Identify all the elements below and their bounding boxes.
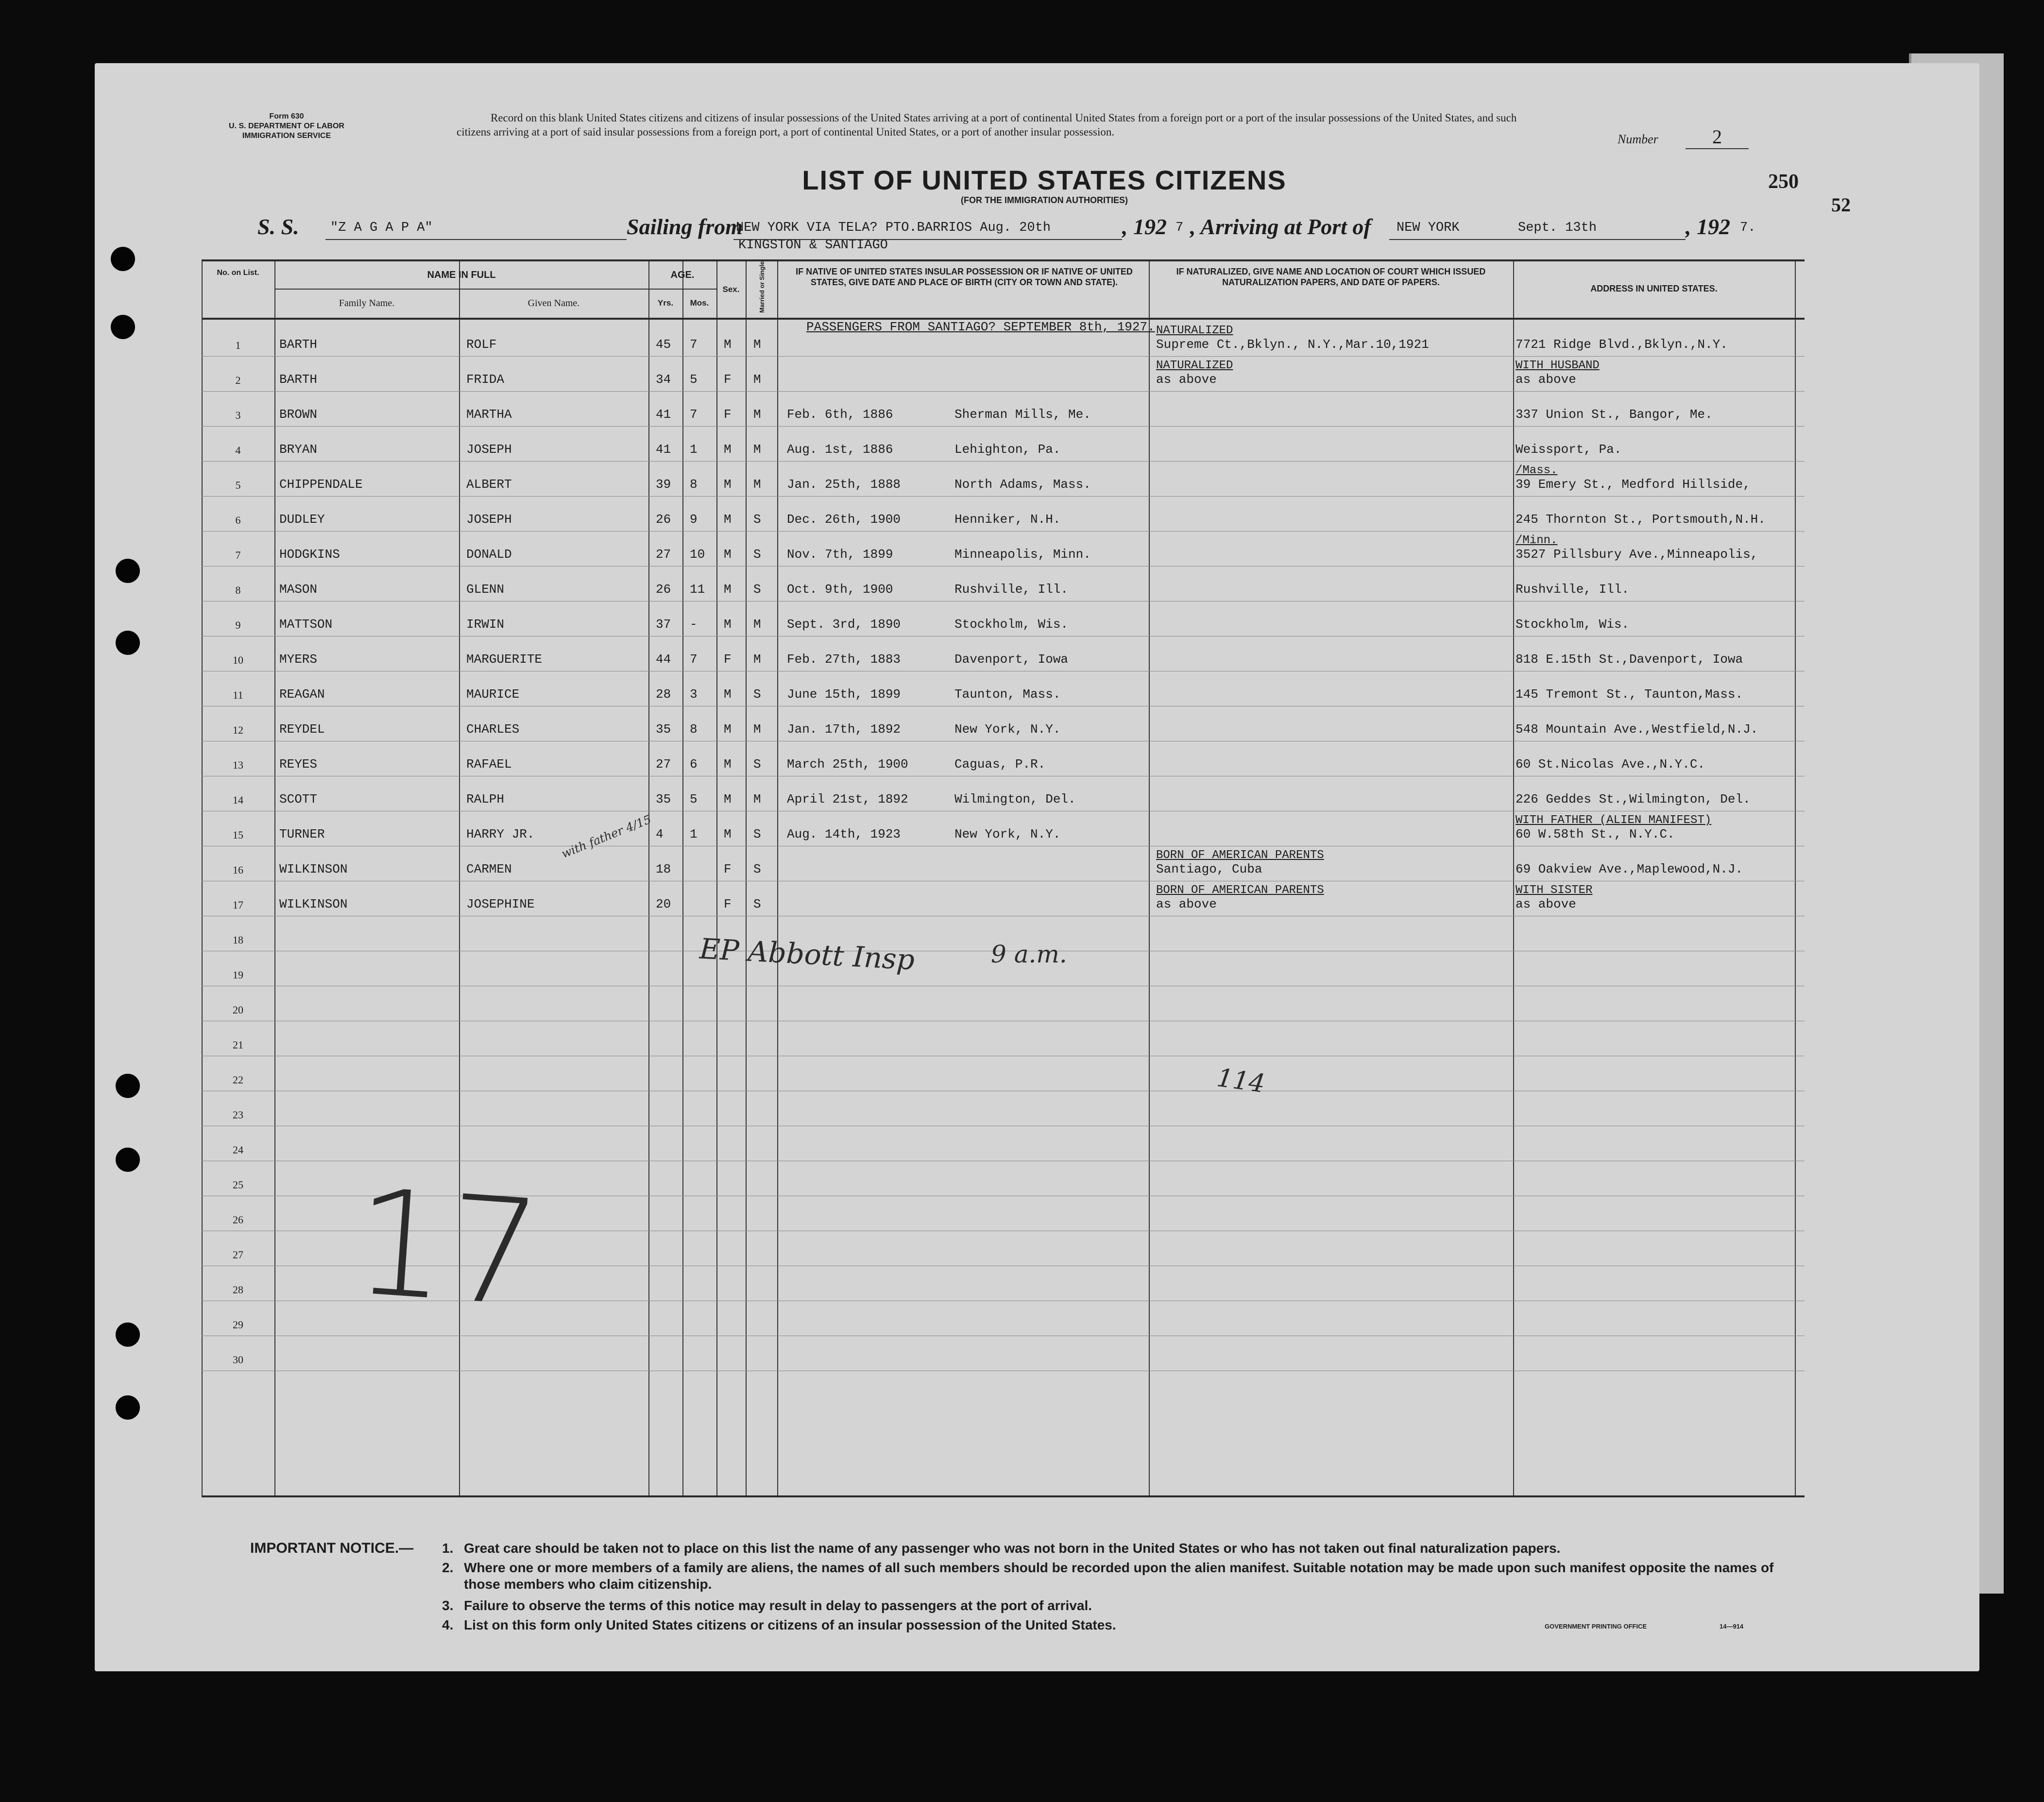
row-number-cell: 24 <box>233 1144 243 1156</box>
year-prefix-2: , 192 <box>1686 214 1730 239</box>
row-number-cell: 30 <box>233 1354 243 1366</box>
table-row <box>202 497 1805 532</box>
punch-hole <box>111 315 135 339</box>
family-name-cell: SCOTT <box>279 792 318 807</box>
marital-status-cell: M <box>753 407 761 422</box>
birth-place-cell: North Adams, Mass. <box>954 477 1091 492</box>
row-number-cell: 14 <box>233 794 243 806</box>
birth-place-cell: Taunton, Mass. <box>954 687 1061 702</box>
age-years-cell: 26 <box>656 582 671 597</box>
given-name-cell: HARRY JR. <box>466 827 535 841</box>
address-cell: 7721 Ridge Blvd.,Bklyn.,N.Y. <box>1516 337 1728 352</box>
page-title: LIST OF UNITED STATES CITIZENS <box>802 165 1287 195</box>
birth-place-cell: Davenport, Iowa <box>954 652 1069 667</box>
sex-cell: F <box>724 652 732 667</box>
table-row <box>202 986 1805 1021</box>
row-number-cell: 9 <box>235 619 241 631</box>
sailing-from: NEW YORK VIA TELA? PTO.BARRIOS Aug. 20th <box>736 221 1051 235</box>
row-number-cell: 4 <box>235 444 241 456</box>
ship-name: "Z A G A P A" <box>330 221 433 235</box>
given-name-cell: RAFAEL <box>466 757 512 772</box>
form-instructions: Record on this blank United States citizens and citizens of insular possessions of the United States arriving at a port of continental United States from a foreign port or a port of the insular possessions of the United States, and such citizens arriving at a port of said insular possessions from a foreign port, a port of continental United States, or a port of another insular possession. <box>457 112 1517 138</box>
address-cell: as above <box>1516 897 1576 911</box>
naturalization-label: NATURALIZED <box>1156 324 1233 337</box>
punch-hole <box>116 1395 140 1420</box>
year-prefix-1: , 192 <box>1122 214 1167 239</box>
age-years-cell: 37 <box>656 617 671 632</box>
sex-cell: M <box>724 512 732 527</box>
given-name-cell: MARGUERITE <box>466 652 543 667</box>
age-months-cell: 8 <box>690 477 698 492</box>
year-suffix-2: 7. <box>1740 221 1756 235</box>
sex-cell: M <box>724 337 732 352</box>
row-number-cell: 1 <box>235 339 241 351</box>
printer-code: 14—914 <box>1720 1623 1744 1630</box>
age-months-cell: 9 <box>690 512 698 527</box>
address-cell: 226 Geddes St.,Wilmington, Del. <box>1516 792 1751 807</box>
handwritten-inspector: EP Abbott Insp <box>698 932 916 977</box>
birth-date-cell: Sept. 3rd, 1890 <box>787 617 901 632</box>
address-note: /Mass. <box>1516 464 1558 477</box>
age-months-cell: 5 <box>690 792 698 807</box>
marital-status-cell: S <box>753 827 761 841</box>
family-name-cell: BRYAN <box>279 442 318 457</box>
address-cell: 245 Thornton St., Portsmouth,N.H. <box>1516 512 1766 527</box>
sailing-via: KINGSTON & SANTIAGO <box>738 238 888 253</box>
birth-place-cell: New York, N.Y. <box>954 827 1061 841</box>
notice-item-2: 2. Where one or more members of a family are aliens, the names of all such members should be recorded upon the alien manifest. Suitable notation may be made upon such manifest opposite the names of those members who claim citizenship. <box>442 1560 1774 1592</box>
sex-cell: M <box>724 687 732 702</box>
row-number-cell: 17 <box>233 899 243 911</box>
sex-cell: F <box>724 862 732 876</box>
row-number-cell: 27 <box>233 1249 243 1261</box>
family-name-cell: MYERS <box>279 652 318 667</box>
marital-status-cell: S <box>753 862 761 876</box>
address-cell: 548 Mountain Ave.,Westfield,N.J. <box>1516 722 1758 737</box>
marital-status-cell: S <box>753 897 761 911</box>
birth-date-cell: Aug. 14th, 1923 <box>787 827 901 841</box>
birth-date-cell: June 15th, 1899 <box>787 687 901 702</box>
col-name-header: NAME IN FULL <box>427 270 496 280</box>
col-address-header: ADDRESS IN UNITED STATES. <box>1590 284 1718 293</box>
page-subtitle: (FOR THE IMMIGRATION AUTHORITIES) <box>961 195 1128 205</box>
year-suffix-1: 7 <box>1175 221 1184 235</box>
age-years-cell: 35 <box>656 792 671 807</box>
row-number-cell: 5 <box>235 479 241 491</box>
number-value: 2 <box>1686 125 1749 149</box>
ss-label: S. S. <box>257 214 299 239</box>
address-note: /Minn. <box>1516 534 1558 547</box>
number-label: Number <box>1618 132 1658 146</box>
handwritten-large-number: 17 <box>349 1157 546 1339</box>
birth-date-cell: Feb. 6th, 1886 <box>787 407 893 422</box>
given-name-cell: MARTHA <box>466 407 512 422</box>
page-number: 250 <box>1768 171 1799 193</box>
birth-date-cell: March 25th, 1900 <box>787 757 908 772</box>
edge-page-number: 52 <box>1831 194 1851 216</box>
marital-status-cell: M <box>753 652 761 667</box>
notice-item-3: 3. Failure to observe the terms of this notice may result in delay to passengers at the port of arrival. <box>442 1598 1092 1613</box>
sex-cell: M <box>724 792 732 807</box>
given-name-cell: GLENN <box>466 582 505 597</box>
age-months-cell: 3 <box>690 687 698 702</box>
family-name-cell: REYES <box>279 757 318 772</box>
given-name-cell: JOSEPH <box>466 512 512 527</box>
arriving-label: , Arriving at Port of <box>1190 214 1371 239</box>
row-number-cell: 28 <box>233 1284 243 1296</box>
given-name-cell: RALPH <box>466 792 505 807</box>
marital-status-cell: M <box>753 722 761 737</box>
col-given-header: Given Name. <box>528 298 580 309</box>
birth-place-cell: Minneapolis, Minn. <box>954 547 1091 562</box>
naturalization-label: BORN OF AMERICAN PARENTS <box>1156 884 1324 897</box>
col-no-header: No. on List. <box>217 269 259 277</box>
table-row <box>202 392 1805 427</box>
given-name-cell: MAURICE <box>466 687 520 702</box>
family-name-cell: WILKINSON <box>279 897 348 911</box>
table-row <box>202 671 1805 706</box>
row-number-cell: 18 <box>233 934 243 946</box>
naturalization-cell: as above <box>1156 897 1217 911</box>
given-name-cell: ALBERT <box>466 477 512 492</box>
age-years-cell: 4 <box>656 827 664 841</box>
row-number-cell: 13 <box>233 759 243 771</box>
col-age-header: AGE. <box>670 270 695 280</box>
family-name-cell: TURNER <box>279 827 325 841</box>
age-months-cell: 7 <box>690 652 698 667</box>
table-row <box>202 636 1805 671</box>
sex-cell: M <box>724 617 732 632</box>
col-family-header: Family Name. <box>339 298 395 309</box>
notice-item-4: 4. List on this form only United States citizens or citizens of an insular possession of the United States. <box>442 1617 1116 1632</box>
birth-place-cell: Rushville, Ill. <box>954 582 1069 597</box>
given-name-cell: ROLF <box>466 337 497 352</box>
age-years-cell: 27 <box>656 547 671 562</box>
address-cell: Rushville, Ill. <box>1516 582 1630 597</box>
age-years-cell: 27 <box>656 757 671 772</box>
table-row <box>202 566 1805 601</box>
family-name-cell: WILKINSON <box>279 862 348 876</box>
row-number-cell: 2 <box>235 374 241 386</box>
table-row <box>202 322 1805 357</box>
table-row <box>202 1021 1805 1056</box>
col-naturalized-header: IF NATURALIZED, GIVE NAME AND LOCATION OF COURT WHICH ISSUED NATURALIZATION PAPERS, AND DATE OF PAPERS. <box>1176 267 1486 287</box>
table-row <box>202 601 1805 636</box>
sex-cell: M <box>724 827 732 841</box>
punch-hole <box>116 1148 140 1172</box>
family-name-cell: REYDEL <box>279 722 325 737</box>
age-years-cell: 20 <box>656 897 671 911</box>
age-months-cell: 11 <box>690 582 705 597</box>
address-cell: 3527 Pillsbury Ave.,Minneapolis, <box>1516 547 1758 562</box>
birth-date-cell: Jan. 25th, 1888 <box>787 477 901 492</box>
arrival-date: Sept. 13th <box>1518 221 1597 235</box>
table-row <box>202 532 1805 566</box>
row-number-cell: 8 <box>235 584 241 596</box>
address-cell: Weissport, Pa. <box>1516 442 1622 457</box>
row-number-cell: 23 <box>233 1109 243 1121</box>
sex-cell: F <box>724 372 732 387</box>
table-row <box>202 1336 1805 1371</box>
row-number-cell: 7 <box>235 549 241 561</box>
birth-date-cell: Dec. 26th, 1900 <box>787 512 901 527</box>
col-yrs-header: Yrs. <box>657 298 674 308</box>
sex-cell: M <box>724 582 732 597</box>
marital-status-cell: M <box>753 372 761 387</box>
voyage-line <box>0 214 2044 253</box>
punch-hole <box>116 1322 140 1347</box>
table-row <box>202 811 1805 846</box>
handwritten-turner-note: with father 4/15 <box>559 812 653 861</box>
service-name: IMMIGRATION SERVICE <box>242 132 331 140</box>
row-number-cell: 19 <box>233 969 243 981</box>
row-number-cell: 20 <box>233 1004 243 1016</box>
table-row <box>202 1126 1805 1161</box>
punch-hole <box>116 559 140 583</box>
family-name-cell: HODGKINS <box>279 547 340 562</box>
punch-hole <box>116 1074 140 1098</box>
row-number-cell: 16 <box>233 864 243 876</box>
row-number-cell: 22 <box>233 1074 243 1086</box>
row-number-cell: 29 <box>233 1319 243 1331</box>
sex-cell: M <box>724 442 732 457</box>
row-number-cell: 21 <box>233 1039 243 1051</box>
sailing-label: Sailing from <box>627 214 743 239</box>
given-name-cell: IRWIN <box>466 617 505 632</box>
table-row <box>202 1091 1805 1126</box>
sex-cell: M <box>724 547 732 562</box>
birth-date-cell: Aug. 1st, 1886 <box>787 442 893 457</box>
address-cell: 60 St.Nicolas Ave.,N.Y.C. <box>1516 757 1705 772</box>
row-number-cell: 6 <box>235 514 241 526</box>
age-months-cell: - <box>690 617 698 632</box>
col-mos-header: Mos. <box>690 298 709 308</box>
address-cell: 60 W.58th St., N.Y.C. <box>1516 827 1675 841</box>
family-name-cell: MASON <box>279 582 318 597</box>
marital-status-cell: S <box>753 687 761 702</box>
family-name-cell: BARTH <box>279 337 318 352</box>
handwritten-time: 9 a.m. <box>991 940 1067 968</box>
arrival-port: NEW YORK <box>1397 221 1460 235</box>
birth-place-cell: Lehighton, Pa. <box>954 442 1061 457</box>
row-number-cell: 3 <box>235 409 241 421</box>
table-row <box>202 1056 1805 1091</box>
marital-status-cell: M <box>753 477 761 492</box>
row-number-cell: 26 <box>233 1214 243 1226</box>
section-note: PASSENGERS FROM SANTIAGO? SEPTEMBER 8th, 1927. <box>806 320 1155 334</box>
sex-cell: M <box>724 477 732 492</box>
sex-cell: F <box>724 407 732 422</box>
table-row <box>202 706 1805 741</box>
age-months-cell: 1 <box>690 827 698 841</box>
address-cell: 39 Emery St., Medford Hillside, <box>1516 477 1751 492</box>
birth-date-cell: April 21st, 1892 <box>787 792 908 807</box>
age-months-cell: 8 <box>690 722 698 737</box>
address-cell: Stockholm, Wis. <box>1516 617 1630 632</box>
sex-cell: F <box>724 897 732 911</box>
birth-place-cell: Stockholm, Wis. <box>954 617 1069 632</box>
naturalization-label: NATURALIZED <box>1156 359 1233 372</box>
age-months-cell: 10 <box>690 547 705 562</box>
marital-status-cell: M <box>753 617 761 632</box>
address-note: WITH HUSBAND <box>1516 359 1600 372</box>
given-name-cell: DONALD <box>466 547 512 562</box>
naturalization-cell: Supreme Ct.,Bklyn., N.Y.,Mar.10,1921 <box>1156 337 1429 352</box>
marital-status-cell: S <box>753 582 761 597</box>
department-name: U. S. DEPARTMENT OF LABOR <box>229 122 344 130</box>
age-months-cell: 5 <box>690 372 698 387</box>
family-name-cell: REAGAN <box>279 687 325 702</box>
age-years-cell: 39 <box>656 477 671 492</box>
family-name-cell: CHIPPENDALE <box>279 477 363 492</box>
naturalization-label: BORN OF AMERICAN PARENTS <box>1156 849 1324 862</box>
table-row <box>202 462 1805 497</box>
birth-place-cell: Wilmington, Del. <box>954 792 1076 807</box>
row-number-cell: 11 <box>233 689 243 701</box>
birth-place-cell: Caguas, P.R. <box>954 757 1046 772</box>
birth-place-cell: New York, N.Y. <box>954 722 1061 737</box>
printer-label: GOVERNMENT PRINTING OFFICE <box>1545 1623 1647 1630</box>
birth-date-cell: Jan. 17th, 1892 <box>787 722 901 737</box>
birth-date-cell: Oct. 9th, 1900 <box>787 582 893 597</box>
table-row <box>202 741 1805 776</box>
form-identifier <box>214 112 359 141</box>
punch-hole <box>111 247 135 271</box>
address-note: WITH FATHER (ALIEN MANIFEST) <box>1516 814 1712 827</box>
punch-hole <box>116 631 140 655</box>
table-row <box>202 846 1805 881</box>
birth-date-cell: Feb. 27th, 1883 <box>787 652 901 667</box>
naturalization-cell: Santiago, Cuba <box>1156 862 1262 876</box>
marital-status-cell: M <box>753 442 761 457</box>
marital-status-cell: S <box>753 512 761 527</box>
col-birth-header: IF NATIVE OF UNITED STATES INSULAR POSSESSION OR IF NATIVE OF UNITED STATES, GIVE DATE AND PLACE OF BIRTH (CITY OR TOWN AND STATE). <box>796 267 1133 287</box>
marital-status-cell: M <box>753 337 761 352</box>
marital-status-cell: M <box>753 792 761 807</box>
age-years-cell: 18 <box>656 862 671 876</box>
address-cell: 145 Tremont St., Taunton,Mass. <box>1516 687 1743 702</box>
given-name-cell: FRIDA <box>466 372 505 387</box>
given-name-cell: CHARLES <box>466 722 520 737</box>
given-name-cell: JOSEPHINE <box>466 897 535 911</box>
age-years-cell: 41 <box>656 442 671 457</box>
given-name-cell: JOSEPH <box>466 442 512 457</box>
age-months-cell: 6 <box>690 757 698 772</box>
age-months-cell: 1 <box>690 442 698 457</box>
address-cell: as above <box>1516 372 1576 387</box>
family-name-cell: MATTSON <box>279 617 333 632</box>
row-number-cell: 12 <box>233 724 243 736</box>
age-years-cell: 34 <box>656 372 671 387</box>
age-years-cell: 45 <box>656 337 671 352</box>
form-number: Form 630 <box>269 112 304 120</box>
address-cell: 818 E.15th St.,Davenport, Iowa <box>1516 652 1743 667</box>
address-cell: 69 Oakview Ave.,Maplewood,N.J. <box>1516 862 1743 876</box>
notice-heading: IMPORTANT NOTICE.— <box>250 1540 414 1556</box>
birth-date-cell: Nov. 7th, 1899 <box>787 547 893 562</box>
age-years-cell: 35 <box>656 722 671 737</box>
table-row <box>202 881 1805 916</box>
row-number-cell: 10 <box>233 654 243 666</box>
col-married-header: Married or Single. <box>758 259 766 313</box>
address-note: WITH SISTER <box>1516 884 1593 897</box>
marital-status-cell: S <box>753 547 761 562</box>
notice-item-1: 1. Great care should be taken not to place on this list the name of any passenger who was not born in the United States or who has not taken out final naturalization papers. <box>442 1541 1561 1556</box>
birth-place-cell: Henniker, N.H. <box>954 512 1061 527</box>
age-years-cell: 28 <box>656 687 671 702</box>
col-sex-header: Sex. <box>722 285 740 294</box>
sex-cell: M <box>724 757 732 772</box>
marital-status-cell: S <box>753 757 761 772</box>
row-number-cell: 25 <box>233 1179 243 1191</box>
birth-place-cell: Sherman Mills, Me. <box>954 407 1091 422</box>
naturalization-cell: as above <box>1156 372 1217 387</box>
family-name-cell: DUDLEY <box>279 512 325 527</box>
age-years-cell: 44 <box>656 652 671 667</box>
family-name-cell: BROWN <box>279 407 318 422</box>
address-cell: 337 Union St., Bangor, Me. <box>1516 407 1713 422</box>
row-number-cell: 15 <box>233 829 243 841</box>
sex-cell: M <box>724 722 732 737</box>
handwritten-stamp-number: 114 <box>1215 1063 1267 1099</box>
family-name-cell: BARTH <box>279 372 318 387</box>
age-years-cell: 26 <box>656 512 671 527</box>
given-name-cell: CARMEN <box>466 862 512 876</box>
age-years-cell: 41 <box>656 407 671 422</box>
age-months-cell: 7 <box>690 407 698 422</box>
table-row <box>202 427 1805 462</box>
table-row <box>202 776 1805 811</box>
age-months-cell: 7 <box>690 337 698 352</box>
table-row <box>202 357 1805 392</box>
